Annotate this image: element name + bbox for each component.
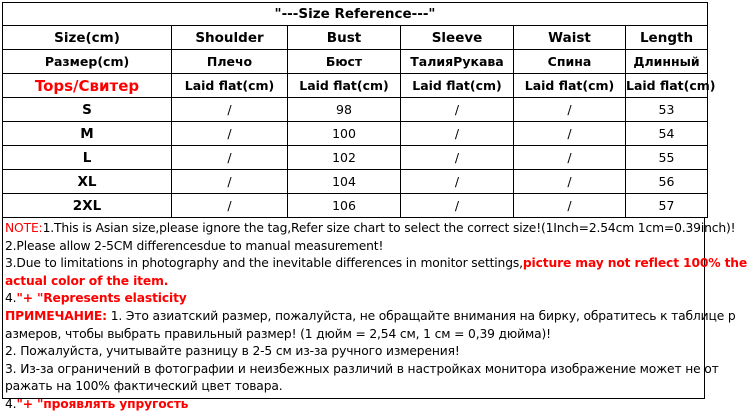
note-3-cont <box>5 273 704 291</box>
ru-note-3: 3. Из-за ограничений в фотографии и неизбежных различий в настройках монитора изображение может не от <box>5 361 719 376</box>
length-cell: 57 <box>626 194 708 218</box>
chart-title: "---Size Reference---" <box>3 3 708 26</box>
laid-flat-label: Laid flat(cm) <box>514 74 626 98</box>
bust-cell: 98 <box>288 98 401 122</box>
header-sleeve: Sleeve <box>401 26 514 50</box>
bust-cell: 102 <box>288 146 401 170</box>
header-size: Size(cm) <box>3 26 172 50</box>
table-row <box>3 146 708 170</box>
bust-cell: 104 <box>288 170 401 194</box>
ru-note-4-num: 4. <box>5 396 17 411</box>
ru-note-2: 2. Пожалуйста, учитывайте разницу в 2-5 см из-за ручного измерения! <box>5 344 460 359</box>
sleeve-cell: / <box>401 98 514 122</box>
table-row <box>3 170 708 194</box>
ru-note-label: ПРИМЕЧАНИЕ: <box>5 308 107 323</box>
header-bust: Bust <box>288 26 401 50</box>
table-row <box>3 98 708 122</box>
size-cell: S <box>3 98 172 122</box>
note-3-highlight: picture may not reflect 100% the <box>522 256 747 271</box>
size-chart <box>2 2 747 411</box>
note-2: 2.Please allow 2-5CM differencesdue to manual measurement! <box>5 238 384 253</box>
notes-panel <box>2 218 747 411</box>
table-row <box>3 122 708 146</box>
tops-label: Tops/Свитер <box>3 74 172 98</box>
note-3-text: 3.Due to limitations in photography and the inevitable differences in monitor settings, <box>5 256 523 271</box>
shoulder-cell: / <box>172 170 288 194</box>
sleeve-cell: / <box>401 170 514 194</box>
header-row-ru <box>3 50 708 74</box>
header-ru-sleeve: ТалияРукава <box>401 50 514 74</box>
note-4-num: 4. <box>5 291 17 306</box>
length-cell: 55 <box>626 146 708 170</box>
shoulder-cell: / <box>172 146 288 170</box>
size-table <box>2 2 716 218</box>
note-3-highlight-cont: actual color of the item. <box>5 273 169 288</box>
length-cell: 56 <box>626 170 708 194</box>
bust-cell: 106 <box>288 194 401 218</box>
waist-cell: / <box>514 194 626 218</box>
size-cell: XL <box>3 170 172 194</box>
ru-note-3-cont: ражать на 100% фактический цвет товара. <box>5 379 283 394</box>
sleeve-cell: / <box>401 146 514 170</box>
shoulder-cell: / <box>172 122 288 146</box>
measure-method-row <box>3 74 708 98</box>
header-length: Length <box>626 26 708 50</box>
sleeve-cell: / <box>401 194 514 218</box>
note-label: NOTE: <box>5 221 43 235</box>
table-row <box>3 194 708 218</box>
header-shoulder: Shoulder <box>172 26 288 50</box>
note-3 <box>5 255 747 273</box>
waist-cell: / <box>514 146 626 170</box>
length-cell: 54 <box>626 122 708 146</box>
bust-cell: 100 <box>288 122 401 146</box>
note-4-highlight: "+ "Represents elasticity <box>16 291 187 306</box>
shoulder-cell: / <box>172 194 288 218</box>
header-ru-bust: Бюст <box>288 50 401 74</box>
waist-cell: / <box>514 98 626 122</box>
header-waist: Waist <box>514 26 626 50</box>
sleeve-cell: / <box>401 122 514 146</box>
header-ru-shoulder: Плечо <box>172 50 288 74</box>
header-ru-waist: Спина <box>514 50 626 74</box>
ru-note-1-text: 1. Это азиатский размер, пожалуйста, не обращайте внимания на бирку, обратитесь к таблице р <box>106 308 736 323</box>
ru-note-1-cont: азмеров, чтобы выбрать правильный размер! (1 дюйм = 2,54 см, 1 см = 0,39 дюйма)! <box>5 326 551 341</box>
note-1-text: 1.This is Asian size,please ignore the tag,Refer size chart to select the correct size!(1Inch=2.54cm 1cm=0.39inch)! <box>42 221 736 235</box>
laid-flat-label: Laid flat(cm) <box>401 74 514 98</box>
size-cell: 2XL <box>3 194 172 218</box>
size-cell: L <box>3 146 172 170</box>
ru-note-4-highlight: "+ "проявлять упругость <box>16 396 189 411</box>
header-row-en <box>3 26 708 50</box>
ru-note-4 <box>5 396 704 414</box>
note-1 <box>5 220 736 238</box>
header-ru-size: Размер(cm) <box>3 50 172 74</box>
ru-note-1 <box>5 308 736 326</box>
shoulder-cell: / <box>172 98 288 122</box>
laid-flat-label: Laid flat(cm) <box>626 74 708 98</box>
laid-flat-label: Laid flat(cm) <box>172 74 288 98</box>
size-cell: M <box>3 122 172 146</box>
laid-flat-label: Laid flat(cm) <box>288 74 401 98</box>
length-cell: 53 <box>626 98 708 122</box>
waist-cell: / <box>514 122 626 146</box>
waist-cell: / <box>514 170 626 194</box>
header-ru-length: Длинный <box>626 50 708 74</box>
note-4 <box>5 290 704 308</box>
